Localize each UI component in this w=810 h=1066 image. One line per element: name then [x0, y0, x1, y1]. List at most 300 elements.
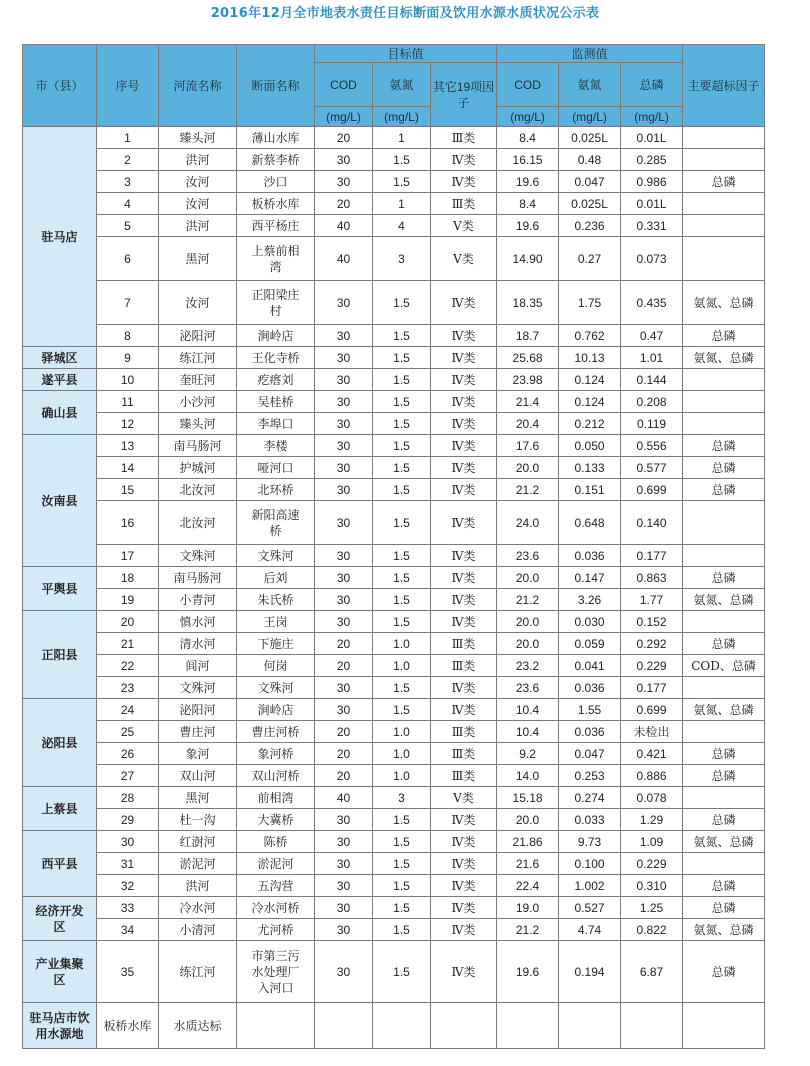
target-other-cell: Ⅳ类: [431, 479, 497, 501]
page-title: 2016年12月全市地表水责任目标断面及饮用水源水质状况公示表: [210, 6, 600, 21]
header-other19: 其它19项因子: [431, 63, 497, 127]
target-ammonia-cell: 1.5: [373, 281, 431, 325]
city-cell: 正阳县: [23, 611, 97, 699]
target-ammonia-cell: 1.5: [373, 545, 431, 567]
section-cell: 象河桥: [237, 743, 315, 765]
target-other-cell: Ⅲ类: [431, 721, 497, 743]
monitor-ammonia-cell: 0.100: [559, 853, 621, 875]
empty-cell: [315, 1003, 373, 1049]
monitor-cod-cell: 8.4: [497, 193, 559, 215]
header-unit-ammonia-monitor: (mg/L): [559, 107, 621, 127]
water-quality-table: [22, 44, 765, 1049]
target-ammonia-cell: 1.5: [373, 699, 431, 721]
monitor-tp-cell: 0.229: [621, 655, 683, 677]
city-cell: 确山县: [23, 391, 97, 435]
river-cell: 红澍河: [159, 831, 237, 853]
section-cell: 新蔡李桥: [237, 149, 315, 171]
target-cod-cell: 20: [315, 765, 373, 787]
exceed-cell: 氨氮、总磷: [683, 347, 765, 369]
seq-cell: 16: [97, 501, 159, 545]
seq-cell: 8: [97, 325, 159, 347]
empty-cell: [683, 1003, 765, 1049]
target-cod-cell: 30: [315, 435, 373, 457]
river-cell: 奎旺河: [159, 369, 237, 391]
section-cell: 李埠口: [237, 413, 315, 435]
table-row: [23, 281, 765, 325]
section-cell: 王化寺桥: [237, 347, 315, 369]
exceed-cell: 总磷: [683, 633, 765, 655]
target-other-cell: Ⅲ类: [431, 633, 497, 655]
table-row: [23, 391, 765, 413]
city-cell: 遂平县: [23, 369, 97, 391]
target-cod-cell: 40: [315, 237, 373, 281]
seq-cell: 34: [97, 919, 159, 941]
exceed-cell: 总磷: [683, 743, 765, 765]
table-row: [23, 149, 765, 171]
target-ammonia-cell: 1.5: [373, 171, 431, 193]
target-cod-cell: 30: [315, 325, 373, 347]
monitor-cod-cell: 21.2: [497, 589, 559, 611]
target-ammonia-cell: 1.5: [373, 325, 431, 347]
target-ammonia-cell: 1.0: [373, 655, 431, 677]
monitor-tp-cell: 0.144: [621, 369, 683, 391]
monitor-tp-cell: 1.25: [621, 897, 683, 919]
monitor-tp-cell: 0.078: [621, 787, 683, 809]
target-other-cell: Ⅳ类: [431, 677, 497, 699]
table-row: [23, 853, 765, 875]
section-cell: 朱氏桥: [237, 589, 315, 611]
monitor-cod-cell: 8.4: [497, 127, 559, 149]
exceed-cell: 总磷: [683, 457, 765, 479]
section-cell: 板桥水库: [237, 193, 315, 215]
river-cell: 洪河: [159, 149, 237, 171]
table-row: [23, 677, 765, 699]
seq-cell: 30: [97, 831, 159, 853]
target-ammonia-cell: 1.5: [373, 369, 431, 391]
seq-cell: 4: [97, 193, 159, 215]
section-cell: 疙瘩刘: [237, 369, 315, 391]
exceed-cell: [683, 413, 765, 435]
table-row: [23, 589, 765, 611]
river-cell: 慎水河: [159, 611, 237, 633]
table-row: [23, 743, 765, 765]
monitor-cod-cell: 16.15: [497, 149, 559, 171]
target-ammonia-cell: 1.5: [373, 413, 431, 435]
table-row: [23, 831, 765, 853]
monitor-cod-cell: 23.98: [497, 369, 559, 391]
monitor-tp-cell: 0.435: [621, 281, 683, 325]
monitor-cod-cell: 19.6: [497, 171, 559, 193]
monitor-ammonia-cell: 0.151: [559, 479, 621, 501]
target-cod-cell: 20: [315, 743, 373, 765]
exceed-cell: [683, 545, 765, 567]
river-cell: 泌阳河: [159, 325, 237, 347]
target-ammonia-cell: 1.0: [373, 765, 431, 787]
section-cell: 上蔡前相湾: [237, 237, 315, 281]
monitor-cod-cell: 19.6: [497, 215, 559, 237]
monitor-ammonia-cell: 0.036: [559, 677, 621, 699]
footer-city-cell: 驻马店市饮用水源地: [23, 1003, 97, 1049]
river-cell: 杜一沟: [159, 809, 237, 831]
monitor-ammonia-cell: 0.036: [559, 545, 621, 567]
table-row: [23, 193, 765, 215]
river-cell: 小青河: [159, 589, 237, 611]
section-cell: 北环桥: [237, 479, 315, 501]
target-other-cell: Ⅳ类: [431, 457, 497, 479]
monitor-tp-cell: 0.699: [621, 479, 683, 501]
section-cell: 大冀桥: [237, 809, 315, 831]
header-section: 断面名称: [237, 45, 315, 127]
header-seq: 序号: [97, 45, 159, 127]
monitor-tp-cell: 0.119: [621, 413, 683, 435]
exceed-cell: 总磷: [683, 765, 765, 787]
monitor-tp-cell: 0.699: [621, 699, 683, 721]
monitor-tp-cell: 0.822: [621, 919, 683, 941]
target-ammonia-cell: 1.5: [373, 435, 431, 457]
exceed-cell: 总磷: [683, 171, 765, 193]
exceed-cell: [683, 611, 765, 633]
monitor-ammonia-cell: 0.236: [559, 215, 621, 237]
target-other-cell: Ⅳ类: [431, 699, 497, 721]
monitor-tp-cell: 1.77: [621, 589, 683, 611]
monitor-cod-cell: 18.35: [497, 281, 559, 325]
target-cod-cell: 30: [315, 831, 373, 853]
monitor-ammonia-cell: 0.036: [559, 721, 621, 743]
section-cell: 涧岭店: [237, 699, 315, 721]
target-ammonia-cell: 1.0: [373, 743, 431, 765]
seq-cell: 24: [97, 699, 159, 721]
table-row: [23, 941, 765, 1003]
seq-cell: 12: [97, 413, 159, 435]
river-cell: 文殊河: [159, 677, 237, 699]
monitor-tp-cell: 0.556: [621, 435, 683, 457]
section-cell: 薄山水库: [237, 127, 315, 149]
river-cell: 汝河: [159, 171, 237, 193]
monitor-tp-cell: 0.01L: [621, 127, 683, 149]
seq-cell: 23: [97, 677, 159, 699]
seq-cell: 3: [97, 171, 159, 193]
monitor-tp-cell: 1.01: [621, 347, 683, 369]
river-cell: 文殊河: [159, 545, 237, 567]
monitor-ammonia-cell: 0.48: [559, 149, 621, 171]
section-cell: 后刘: [237, 567, 315, 589]
exceed-cell: 总磷: [683, 941, 765, 1003]
monitor-ammonia-cell: 0.124: [559, 369, 621, 391]
river-cell: 小清河: [159, 919, 237, 941]
monitor-tp-cell: 6.87: [621, 941, 683, 1003]
city-cell: 平舆县: [23, 567, 97, 611]
target-other-cell: Ⅳ类: [431, 919, 497, 941]
exceed-cell: [683, 787, 765, 809]
target-other-cell: Ⅳ类: [431, 589, 497, 611]
target-ammonia-cell: 1.5: [373, 589, 431, 611]
target-other-cell: Ⅲ类: [431, 765, 497, 787]
river-cell: 淤泥河: [159, 853, 237, 875]
section-cell: 冷水河桥: [237, 897, 315, 919]
empty-cell: [621, 1003, 683, 1049]
target-ammonia-cell: 3: [373, 787, 431, 809]
monitor-ammonia-cell: 0.030: [559, 611, 621, 633]
target-cod-cell: 30: [315, 149, 373, 171]
target-other-cell: Ⅳ类: [431, 281, 497, 325]
river-cell: 臻头河: [159, 413, 237, 435]
table-row: [23, 765, 765, 787]
city-cell: 汝南县: [23, 435, 97, 567]
monitor-cod-cell: 9.2: [497, 743, 559, 765]
target-ammonia-cell: 1.0: [373, 721, 431, 743]
section-cell: 曹庄河桥: [237, 721, 315, 743]
monitor-cod-cell: 10.4: [497, 721, 559, 743]
section-cell: 文殊河: [237, 677, 315, 699]
city-cell: 上蔡县: [23, 787, 97, 831]
river-cell: 象河: [159, 743, 237, 765]
table-row: [23, 347, 765, 369]
city-cell: 泌阳县: [23, 699, 97, 787]
target-cod-cell: 30: [315, 897, 373, 919]
header-ammonia-monitor: 氨氮: [559, 63, 621, 107]
footer-row: [23, 1003, 765, 1049]
river-cell: 洪河: [159, 215, 237, 237]
seq-cell: 9: [97, 347, 159, 369]
river-cell: 练江河: [159, 941, 237, 1003]
section-cell: 下施庄: [237, 633, 315, 655]
header-unit-tp-monitor: (mg/L): [621, 107, 683, 127]
monitor-ammonia-cell: 0.124: [559, 391, 621, 413]
target-ammonia-cell: 1.5: [373, 677, 431, 699]
exceed-cell: [683, 391, 765, 413]
table-row: [23, 413, 765, 435]
monitor-tp-cell: 0.331: [621, 215, 683, 237]
target-cod-cell: 30: [315, 853, 373, 875]
monitor-cod-cell: 23.2: [497, 655, 559, 677]
monitor-tp-cell: 0.01L: [621, 193, 683, 215]
river-cell: 护城河: [159, 457, 237, 479]
target-other-cell: Ⅳ类: [431, 149, 497, 171]
target-other-cell: Ⅳ类: [431, 853, 497, 875]
monitor-ammonia-cell: 0.033: [559, 809, 621, 831]
river-cell: 曹庄河: [159, 721, 237, 743]
target-ammonia-cell: 1.5: [373, 457, 431, 479]
river-cell: 汝河: [159, 193, 237, 215]
header-cod-monitor: COD: [497, 63, 559, 107]
monitor-ammonia-cell: 0.648: [559, 501, 621, 545]
table-row: [23, 787, 765, 809]
monitor-ammonia-cell: 10.13: [559, 347, 621, 369]
river-cell: 臻头河: [159, 127, 237, 149]
target-other-cell: Ⅴ类: [431, 787, 497, 809]
header-unit-cod-monitor: (mg/L): [497, 107, 559, 127]
monitor-ammonia-cell: 0.133: [559, 457, 621, 479]
target-ammonia-cell: 1.5: [373, 501, 431, 545]
exceed-cell: 氨氮、总磷: [683, 589, 765, 611]
target-other-cell: Ⅳ类: [431, 809, 497, 831]
river-cell: 黑河: [159, 237, 237, 281]
target-cod-cell: 30: [315, 171, 373, 193]
target-other-cell: Ⅳ类: [431, 391, 497, 413]
header-unit-ammonia: (mg/L): [373, 107, 431, 127]
exceed-cell: [683, 369, 765, 391]
river-cell: 南马肠河: [159, 435, 237, 457]
monitor-tp-cell: 0.863: [621, 567, 683, 589]
target-other-cell: Ⅳ类: [431, 325, 497, 347]
target-cod-cell: 20: [315, 127, 373, 149]
target-ammonia-cell: 1: [373, 127, 431, 149]
target-other-cell: Ⅳ类: [431, 347, 497, 369]
river-cell: 冷水河: [159, 897, 237, 919]
header-target-group: 目标值: [315, 45, 497, 63]
target-cod-cell: 30: [315, 875, 373, 897]
target-ammonia-cell: 1.5: [373, 149, 431, 171]
target-ammonia-cell: 1.5: [373, 809, 431, 831]
monitor-ammonia-cell: 0.527: [559, 897, 621, 919]
seq-cell: 15: [97, 479, 159, 501]
monitor-ammonia-cell: 0.762: [559, 325, 621, 347]
monitor-tp-cell: 0.073: [621, 237, 683, 281]
city-cell: 经济开发区: [23, 897, 97, 941]
table-row: [23, 237, 765, 281]
target-ammonia-cell: 1.5: [373, 853, 431, 875]
section-cell: 吴桂桥: [237, 391, 315, 413]
header-unit-cod: (mg/L): [315, 107, 373, 127]
table-row: [23, 171, 765, 193]
target-ammonia-cell: 1.5: [373, 611, 431, 633]
target-cod-cell: 30: [315, 369, 373, 391]
table-row: [23, 809, 765, 831]
exceed-cell: 总磷: [683, 567, 765, 589]
target-cod-cell: 40: [315, 215, 373, 237]
monitor-cod-cell: 14.0: [497, 765, 559, 787]
footer-seq-cell: 板桥水库: [97, 1003, 159, 1049]
target-other-cell: Ⅲ类: [431, 743, 497, 765]
monitor-cod-cell: 17.6: [497, 435, 559, 457]
target-ammonia-cell: 1.5: [373, 875, 431, 897]
seq-cell: 31: [97, 853, 159, 875]
target-cod-cell: 30: [315, 545, 373, 567]
monitor-tp-cell: 0.421: [621, 743, 683, 765]
target-cod-cell: 30: [315, 501, 373, 545]
section-cell: 双山河桥: [237, 765, 315, 787]
section-cell: 正阳梁庄村: [237, 281, 315, 325]
section-cell: 市第三污水处理厂入河口: [237, 941, 315, 1003]
header-row-1: [23, 45, 765, 63]
target-cod-cell: 30: [315, 479, 373, 501]
table-row: [23, 501, 765, 545]
exceed-cell: 总磷: [683, 897, 765, 919]
exceed-cell: 总磷: [683, 479, 765, 501]
target-ammonia-cell: 1.5: [373, 919, 431, 941]
seq-cell: 11: [97, 391, 159, 413]
city-cell: 驻马店: [23, 127, 97, 347]
target-ammonia-cell: 1.5: [373, 391, 431, 413]
target-cod-cell: 30: [315, 809, 373, 831]
section-cell: 尤河桥: [237, 919, 315, 941]
monitor-cod-cell: 25.68: [497, 347, 559, 369]
section-cell: 淤泥河: [237, 853, 315, 875]
target-cod-cell: 30: [315, 567, 373, 589]
monitor-ammonia-cell: 0.050: [559, 435, 621, 457]
target-other-cell: Ⅳ类: [431, 897, 497, 919]
monitor-ammonia-cell: 0.059: [559, 633, 621, 655]
section-cell: 五沟营: [237, 875, 315, 897]
target-ammonia-cell: 1.5: [373, 941, 431, 1003]
section-cell: 涧岭店: [237, 325, 315, 347]
section-cell: 新阳高速桥: [237, 501, 315, 545]
header-exceed: 主要超标因子: [683, 45, 765, 127]
seq-cell: 1: [97, 127, 159, 149]
target-ammonia-cell: 1.5: [373, 897, 431, 919]
seq-cell: 19: [97, 589, 159, 611]
table-row: [23, 127, 765, 149]
target-ammonia-cell: 3: [373, 237, 431, 281]
target-other-cell: Ⅳ类: [431, 435, 497, 457]
river-cell: 泌阳河: [159, 699, 237, 721]
seq-cell: 17: [97, 545, 159, 567]
table-row: [23, 369, 765, 391]
monitor-tp-cell: 0.140: [621, 501, 683, 545]
monitor-cod-cell: 21.86: [497, 831, 559, 853]
empty-cell: [237, 1003, 315, 1049]
monitor-cod-cell: 23.6: [497, 677, 559, 699]
monitor-tp-cell: 1.29: [621, 809, 683, 831]
target-ammonia-cell: 1.5: [373, 831, 431, 853]
river-cell: 清水河: [159, 633, 237, 655]
target-cod-cell: 30: [315, 919, 373, 941]
monitor-cod-cell: 19.6: [497, 941, 559, 1003]
exceed-cell: 氨氮、总磷: [683, 831, 765, 853]
header-tp-monitor: 总磷: [621, 63, 683, 107]
monitor-tp-cell: 0.886: [621, 765, 683, 787]
table-row: [23, 919, 765, 941]
monitor-ammonia-cell: 9.73: [559, 831, 621, 853]
exceed-cell: [683, 193, 765, 215]
exceed-cell: [683, 127, 765, 149]
exceed-cell: [683, 215, 765, 237]
monitor-cod-cell: 21.2: [497, 479, 559, 501]
monitor-cod-cell: 20.0: [497, 633, 559, 655]
exceed-cell: [683, 237, 765, 281]
exceed-cell: [683, 677, 765, 699]
monitor-ammonia-cell: 1.55: [559, 699, 621, 721]
target-cod-cell: 30: [315, 413, 373, 435]
target-cod-cell: 30: [315, 391, 373, 413]
section-cell: 王岗: [237, 611, 315, 633]
seq-cell: 5: [97, 215, 159, 237]
section-cell: 文殊河: [237, 545, 315, 567]
header-city: 市（县）: [23, 45, 97, 127]
seq-cell: 14: [97, 457, 159, 479]
monitor-ammonia-cell: 0.047: [559, 171, 621, 193]
header-monitor-group: 监测值: [497, 45, 683, 63]
target-other-cell: Ⅳ类: [431, 875, 497, 897]
exceed-cell: [683, 501, 765, 545]
exceed-cell: [683, 149, 765, 171]
monitor-cod-cell: 23.6: [497, 545, 559, 567]
table-row: [23, 457, 765, 479]
seq-cell: 20: [97, 611, 159, 633]
monitor-cod-cell: 20.0: [497, 809, 559, 831]
monitor-ammonia-cell: 0.274: [559, 787, 621, 809]
target-cod-cell: 30: [315, 347, 373, 369]
section-cell: 沙口: [237, 171, 315, 193]
monitor-ammonia-cell: 0.27: [559, 237, 621, 281]
table-row: [23, 611, 765, 633]
target-ammonia-cell: 1.5: [373, 479, 431, 501]
seq-cell: 27: [97, 765, 159, 787]
header-cod: COD: [315, 63, 373, 107]
section-cell: 陈桥: [237, 831, 315, 853]
river-cell: 南马肠河: [159, 567, 237, 589]
monitor-ammonia-cell: 0.147: [559, 567, 621, 589]
